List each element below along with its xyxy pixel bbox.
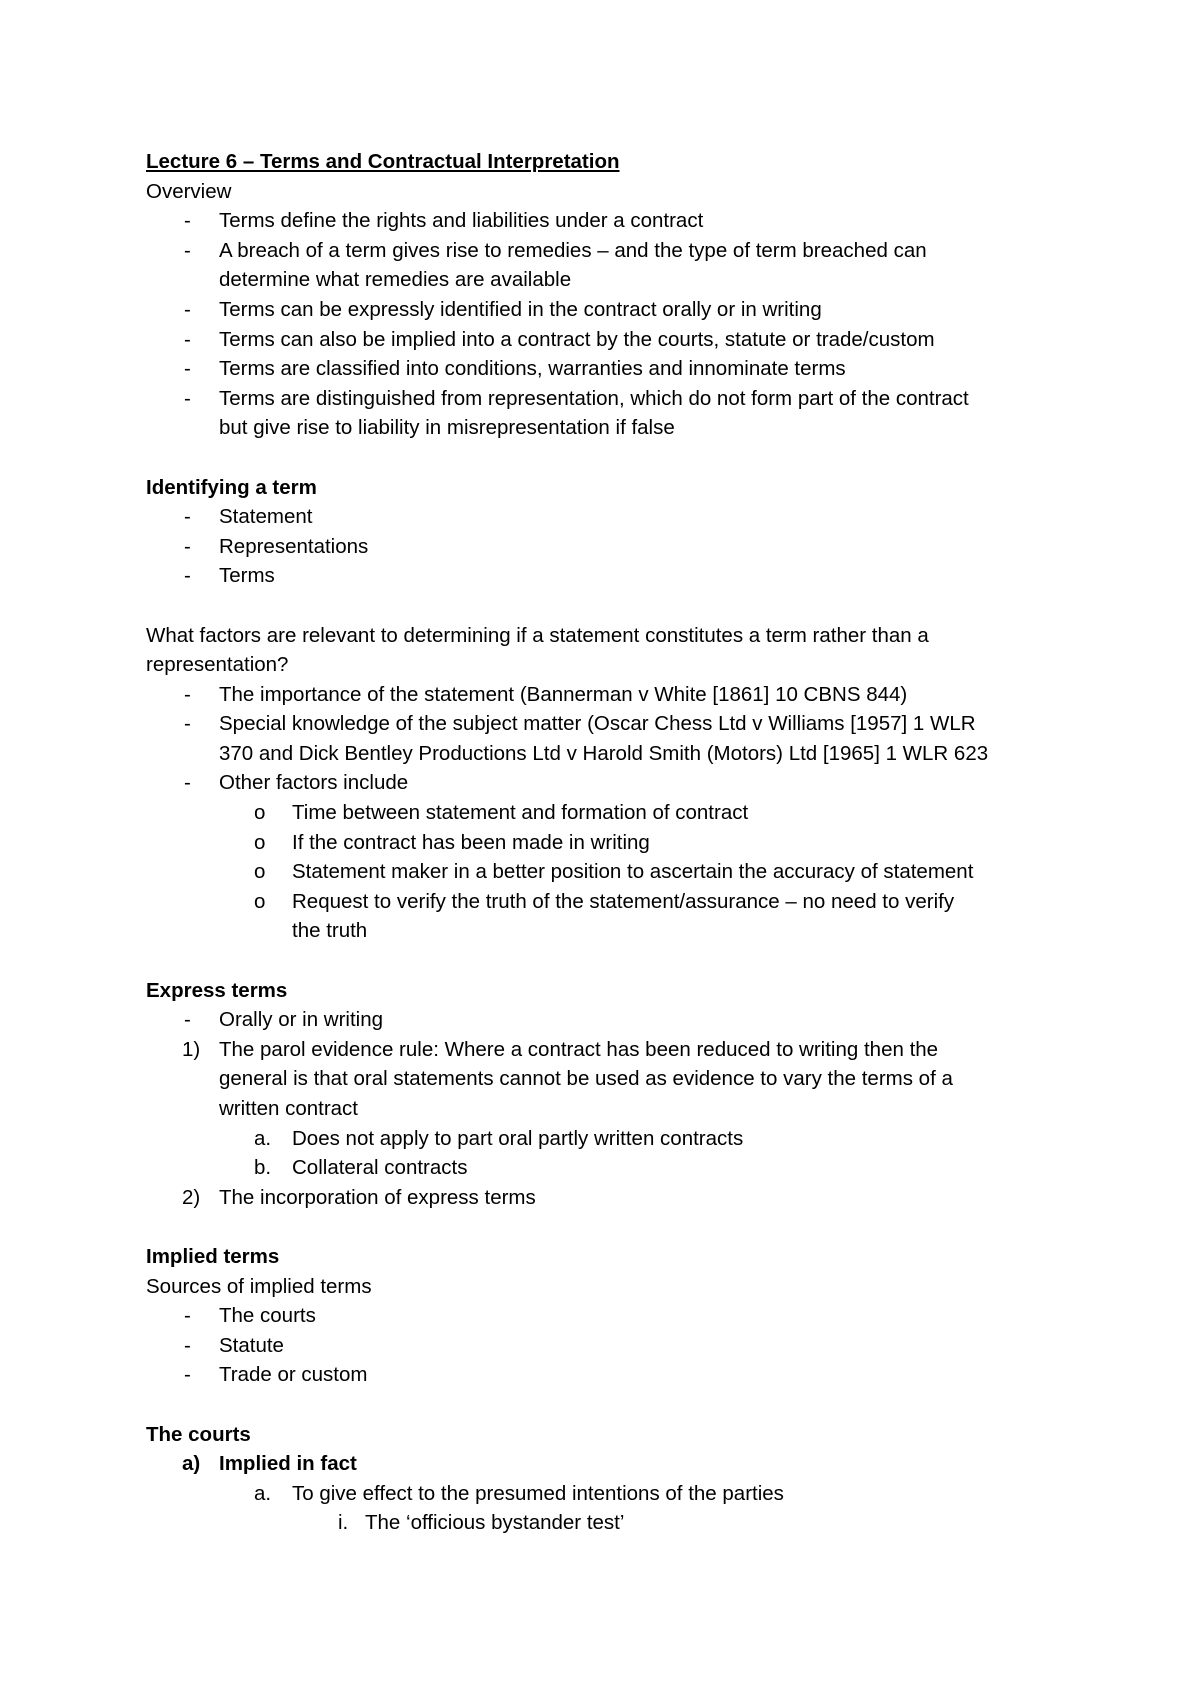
list-item: - Statement <box>184 505 313 529</box>
sub-list-item: o Request to verify the truth of the statement/assurance – no need to verify <box>254 889 955 913</box>
list-item: - A breach of a term gives rise to remedies – and the type of term breached can <box>184 238 927 262</box>
list-item: - Terms can be expressly identified in the contract orally or in writing <box>184 297 822 321</box>
document-title: Lecture 6 – Terms and Contractual Interpretation <box>146 150 620 173</box>
sub-list-item: o Time between statement and formation of contract <box>254 801 749 825</box>
list-item: - Terms are distinguished from representation, which do not form part of the contract <box>184 386 969 410</box>
implied-subheading: Sources of implied terms <box>146 1274 372 1298</box>
list-item: - The courts <box>184 1304 316 1328</box>
list-item: - Terms are classified into conditions, warranties and innominate terms <box>184 357 846 381</box>
numbered-item: 2) The incorporation of express terms <box>182 1185 536 1209</box>
list-item-continuation: 370 and Dick Bentley Productions Ltd v Harold Smith (Motors) Ltd [1965] 1 WLR 623 <box>219 741 989 765</box>
spacer <box>146 1390 1100 1420</box>
factors-question: What factors are relevant to determining if a statement constitutes a term rather than a <box>146 623 929 647</box>
courts-heading: The courts <box>146 1422 251 1446</box>
lettered-item: a) Implied in fact <box>182 1452 357 1476</box>
list-item: - Terms can also be implied into a contract by the courts, statute or trade/custom <box>184 327 935 351</box>
spacer <box>146 1212 1100 1242</box>
list-item: - Statute <box>184 1333 284 1357</box>
list-item: - Other factors include <box>184 771 409 795</box>
list-item: - Trade or custom <box>184 1363 368 1387</box>
express-heading: Express terms <box>146 978 288 1002</box>
overview-heading: Overview <box>146 179 232 203</box>
implied-heading: Implied terms <box>146 1244 280 1268</box>
spacer <box>146 946 1100 976</box>
list-item: - The importance of the statement (Bannerman v White [1861] 10 CBNS 844) <box>184 682 908 706</box>
list-item: - Special knowledge of the subject matter (Oscar Chess Ltd v Williams [1957] 1 WLR <box>184 712 976 736</box>
numbered-item: 1) The parol evidence rule: Where a contract has been reduced to writing then the <box>182 1037 939 1061</box>
sub-list-item-continuation: the truth <box>292 919 368 943</box>
lettered-item: a. To give effect to the presumed intentions of the parties <box>254 1481 784 1505</box>
sub-list-item: o If the contract has been made in writing <box>254 830 650 854</box>
list-item: - Orally or in writing <box>184 1008 384 1032</box>
list-item-continuation: but give rise to liability in misrepresentation if false <box>219 416 675 440</box>
list-item-continuation: determine what remedies are available <box>219 268 572 292</box>
list-item: - Terms <box>184 564 275 588</box>
identifying-heading: Identifying a term <box>146 475 317 499</box>
list-item: - Terms define the rights and liabilities under a contract <box>184 209 704 233</box>
sub-list-item: o Statement maker in a better position to ascertain the accuracy of statement <box>254 860 974 884</box>
lettered-item: a. Does not apply to part oral partly written contracts <box>254 1126 744 1150</box>
roman-item: i. The ‘officious bystander test’ <box>338 1511 625 1535</box>
lettered-item: b. Collateral contracts <box>254 1156 468 1180</box>
spacer <box>146 443 1100 473</box>
numbered-item-continuation: written contract <box>219 1097 358 1120</box>
list-item: - Representations <box>184 534 369 558</box>
factors-question-continuation: representation? <box>146 653 289 677</box>
spacer <box>146 591 1100 621</box>
numbered-item-continuation: general is that oral statements cannot be used as evidence to vary the terms of a <box>219 1067 953 1091</box>
